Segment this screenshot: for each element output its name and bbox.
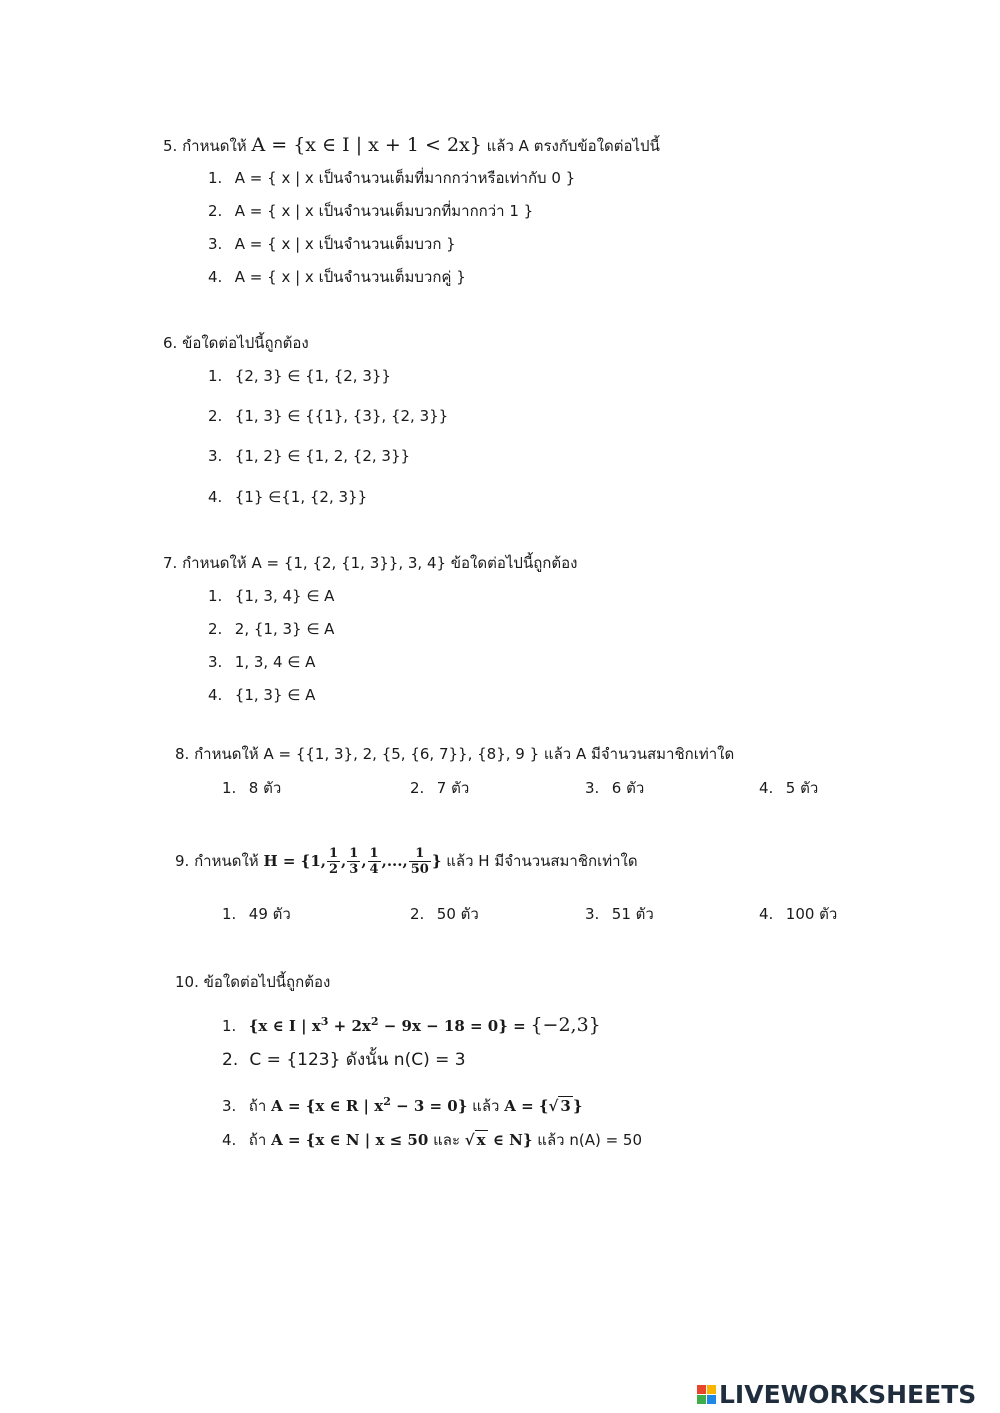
choice-number: 1. bbox=[222, 1017, 237, 1035]
choice-number: 3. bbox=[222, 1097, 237, 1115]
choice[interactable] bbox=[208, 168, 575, 188]
choice-number: 3. bbox=[585, 905, 600, 923]
logo-text: LIVEWORKSHEETS bbox=[719, 1380, 977, 1409]
choice[interactable] bbox=[208, 267, 466, 287]
liveworksheets-logo[interactable] bbox=[697, 1380, 976, 1409]
fraction: $\frac{1}{50}$ bbox=[410, 846, 429, 877]
choice-text: {1, 3} ∈ {{1}, {3}, {2, 3}} bbox=[234, 407, 449, 425]
question-9-prompt bbox=[175, 846, 638, 877]
choice[interactable] bbox=[222, 1050, 466, 1070]
fraction: $\frac{1}{4}$ bbox=[369, 846, 379, 877]
choice[interactable] bbox=[208, 446, 410, 466]
choice[interactable] bbox=[208, 201, 533, 221]
equation: A = {√ 3 } bbox=[504, 1097, 583, 1115]
choice-number: 1. bbox=[222, 905, 237, 923]
question-number: 9. bbox=[175, 852, 190, 870]
choice-text: แล้ว n(A) = 50 bbox=[537, 1131, 643, 1149]
choice-number: 4. bbox=[759, 905, 774, 923]
choice-text: 2, {1, 3} ∈ A bbox=[234, 620, 335, 638]
set-start: H = {1, bbox=[263, 852, 326, 870]
choice-number: 1. bbox=[208, 587, 223, 605]
choice-number: 2. bbox=[410, 779, 425, 797]
choice[interactable] bbox=[410, 904, 479, 924]
square-root-icon: √ bbox=[464, 1131, 475, 1149]
choice[interactable] bbox=[222, 1092, 583, 1116]
choice[interactable] bbox=[222, 904, 291, 924]
choice[interactable] bbox=[208, 652, 315, 672]
choice-number: 2. bbox=[208, 620, 223, 638]
choice-text: ถ้า bbox=[248, 1097, 267, 1115]
choice[interactable] bbox=[208, 487, 367, 507]
choice-number: 1. bbox=[208, 169, 223, 187]
set-end: } bbox=[431, 852, 442, 870]
question-text: แล้ว A ตรงกับข้อใดต่อไปนี้ bbox=[486, 137, 660, 155]
logo-mark-icon bbox=[697, 1385, 716, 1404]
choice[interactable] bbox=[222, 1012, 601, 1036]
question-6-prompt bbox=[163, 333, 309, 353]
choice-number: 2. bbox=[208, 407, 223, 425]
choice-text: {1} ∈{1, {2, 3}} bbox=[234, 488, 368, 506]
choice-text: A = { x | x เป็นจำนวนเต็มบวกคู่ } bbox=[234, 268, 466, 286]
ellipsis: ,..., bbox=[381, 852, 408, 870]
equation: A = {x ∈ R | $x^2 - 3 = 0$} bbox=[271, 1095, 468, 1115]
equation: {x ∈ I | $x^3 + 2x^2 - 9x - 18 = 0$} = bbox=[248, 1015, 526, 1035]
choice-text: 100 ตัว bbox=[785, 905, 838, 923]
choice-number: 2. bbox=[208, 202, 223, 220]
equation: A = {x ∈ N | x ≤ 50 bbox=[271, 1131, 429, 1149]
choice-number: 3. bbox=[585, 779, 600, 797]
choice[interactable] bbox=[208, 366, 391, 386]
choice-text: A = { x | x เป็นจำนวนเต็มบวกที่มากกว่า 1 } bbox=[234, 202, 534, 220]
choice[interactable] bbox=[208, 685, 315, 705]
choice-number: 4. bbox=[208, 488, 223, 506]
choice-text: แล้ว bbox=[472, 1097, 500, 1115]
question-number: 5. bbox=[163, 137, 178, 155]
question-text: แล้ว H มีจำนวนสมาชิกเท่าใด bbox=[446, 852, 638, 870]
choice-text: {1, 2} ∈ {1, 2, {2, 3}} bbox=[234, 447, 411, 465]
choice-number: 4. bbox=[759, 779, 774, 797]
question-text: กำหนดให้ bbox=[182, 137, 247, 155]
choice-number: 4. bbox=[222, 1131, 237, 1149]
choice-number: 2. bbox=[222, 1050, 239, 1070]
choice-text: C = {123} ดังนั้น n(C) = 3 bbox=[249, 1050, 466, 1070]
square-root-icon: √ 3 bbox=[548, 1097, 571, 1115]
choice-text: {2, 3} ∈ {1, {2, 3}} bbox=[234, 367, 391, 385]
choice[interactable] bbox=[759, 778, 818, 798]
choice-number: 4. bbox=[208, 268, 223, 286]
choice[interactable] bbox=[222, 1130, 642, 1150]
choice[interactable] bbox=[585, 778, 644, 798]
choice[interactable] bbox=[222, 778, 281, 798]
question-text: ข้อใดต่อไปนี้ถูกต้อง bbox=[182, 334, 309, 352]
solution-set: {−2,3} bbox=[530, 1014, 601, 1036]
question-number: 6. bbox=[163, 334, 178, 352]
choice-text: ถ้า bbox=[248, 1131, 267, 1149]
choice-text: {1, 3, 4} ∈ A bbox=[234, 587, 335, 605]
question-number: 10. bbox=[175, 973, 199, 991]
choice-text: A = { x | x เป็นจำนวนเต็มที่มากกว่าหรือเท่ากับ 0 } bbox=[234, 169, 576, 187]
choice-text: 50 ตัว bbox=[436, 905, 479, 923]
choice[interactable] bbox=[208, 586, 334, 606]
question-text: กำหนดให้ A = {{1, 3}, 2, {5, {6, 7}}, {8}, 9 } แล้ว A มีจำนวนสมาชิกเท่าใด bbox=[194, 745, 735, 763]
comma: , bbox=[341, 852, 347, 870]
choice-number: 1. bbox=[208, 367, 223, 385]
choice-text: 7 ตัว bbox=[436, 779, 470, 797]
comma: , bbox=[361, 852, 367, 870]
choice[interactable] bbox=[410, 778, 469, 798]
choice-text: และ bbox=[433, 1131, 461, 1149]
choice-number: 4. bbox=[208, 686, 223, 704]
question-text: กำหนดให้ bbox=[194, 852, 259, 870]
choice[interactable] bbox=[759, 904, 837, 924]
question-number: 8. bbox=[175, 745, 190, 763]
fraction: $\frac{1}{3}$ bbox=[349, 846, 359, 877]
choice-number: 3. bbox=[208, 447, 223, 465]
choice[interactable] bbox=[208, 234, 456, 254]
question-5-prompt bbox=[163, 135, 660, 156]
choice-text: 51 ตัว bbox=[611, 905, 654, 923]
question-7-prompt bbox=[163, 553, 577, 573]
choice-text: 1, 3, 4 ∈ A bbox=[234, 653, 316, 671]
fraction: $\frac{1}{2}$ bbox=[328, 846, 339, 877]
choice[interactable] bbox=[585, 904, 654, 924]
choice-number: 3. bbox=[208, 653, 223, 671]
question-text: กำหนดให้ A = {1, {2, {1, 3}}, 3, 4} ข้อใดต่อไปนี้ถูกต้อง bbox=[182, 554, 578, 572]
question-8-prompt bbox=[175, 744, 734, 764]
choice-number: 1. bbox=[222, 779, 237, 797]
equation: √ x ∈ N} bbox=[464, 1131, 533, 1149]
choice-number: 2. bbox=[410, 905, 425, 923]
choice[interactable] bbox=[208, 619, 334, 639]
choice-number: 3. bbox=[208, 235, 223, 253]
choice-text: 8 ตัว bbox=[248, 779, 282, 797]
choice[interactable] bbox=[208, 406, 448, 426]
question-10-prompt bbox=[175, 972, 330, 992]
choice-text: A = { x | x เป็นจำนวนเต็มบวก } bbox=[234, 235, 456, 253]
choice-text: 49 ตัว bbox=[248, 905, 291, 923]
choice-text: {1, 3} ∈ A bbox=[234, 686, 316, 704]
choice-text: 5 ตัว bbox=[785, 779, 819, 797]
set-definition: A = {x ∈ I | x + 1 < 2x} bbox=[251, 134, 482, 156]
choice-text: 6 ตัว bbox=[611, 779, 645, 797]
question-text: ข้อใดต่อไปนี้ถูกต้อง bbox=[203, 973, 331, 991]
question-number: 7. bbox=[163, 554, 178, 572]
